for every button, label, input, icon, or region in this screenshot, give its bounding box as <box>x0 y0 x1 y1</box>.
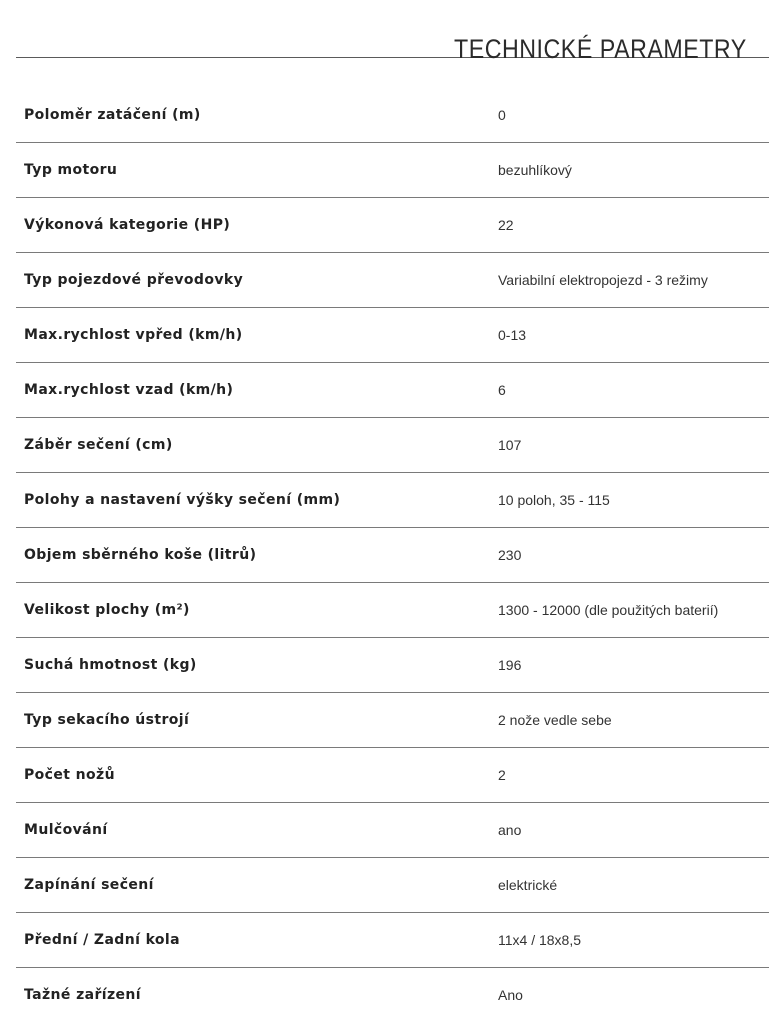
spec-value: 1300 - 12000 (dle použitých baterií) <box>498 602 719 618</box>
spec-label: Záběr sečení (cm) <box>24 437 173 453</box>
spec-value: 22 <box>498 217 514 233</box>
spec-value: 196 <box>498 657 522 673</box>
spec-label: Velikost plochy (m²) <box>24 602 190 618</box>
spec-value: Ano <box>498 987 523 1003</box>
spec-label: Max.rychlost vzad (km/h) <box>24 382 234 398</box>
spec-value: 10 poloh, 35 - 115 <box>498 492 610 508</box>
spec-value: 107 <box>498 437 522 453</box>
spec-value: 11x4 / 18x8,5 <box>498 932 582 948</box>
spec-label: Typ motoru <box>24 162 118 178</box>
spec-label: Suchá hmotnost (kg) <box>24 657 197 673</box>
spec-row <box>16 308 769 363</box>
spec-label: Typ pojezdové převodovky <box>24 272 244 288</box>
spec-value: 6 <box>498 382 506 398</box>
spec-label: Počet nožů <box>24 767 115 783</box>
spec-value: 2 <box>498 767 506 783</box>
spec-row <box>16 143 769 198</box>
spec-row <box>16 418 769 473</box>
spec-row <box>16 693 769 748</box>
spec-value: 230 <box>498 547 522 563</box>
spec-row <box>16 583 769 638</box>
spec-row <box>16 363 769 418</box>
spec-value: Variabilní elektropojezd - 3 režimy <box>498 272 708 288</box>
spec-row <box>16 803 769 858</box>
spec-label: Tažné zařízení <box>24 987 141 1003</box>
spec-row <box>16 748 769 803</box>
spec-row <box>16 638 769 693</box>
spec-label: Objem sběrného koše (litrů) <box>24 547 257 563</box>
spec-label: Max.rychlost vpřed (km/h) <box>24 327 243 343</box>
spec-value: 2 nože vedle sebe <box>498 712 612 728</box>
spec-row <box>16 253 769 308</box>
spec-value: 0-13 <box>498 327 527 343</box>
spec-value: bezuhlíkový <box>498 162 572 178</box>
spec-label: Poloměr zatáčení (m) <box>24 107 201 123</box>
spec-row <box>16 528 769 583</box>
spec-label: Mulčování <box>24 822 108 838</box>
spec-row <box>16 88 769 143</box>
spec-label: Polohy a nastavení výšky sečení (mm) <box>24 492 341 508</box>
spec-label: Typ sekacího ústrojí <box>24 712 190 728</box>
spec-label: Přední / Zadní kola <box>24 932 180 948</box>
spec-table <box>16 88 769 1023</box>
spec-label: Zapínání sečení <box>24 877 154 893</box>
spec-label: Výkonová kategorie (HP) <box>24 217 231 233</box>
section-title: TECHNICKÉ PARAMETRY <box>454 34 747 65</box>
spec-row <box>16 473 769 528</box>
section-header <box>16 0 769 65</box>
spec-value: 0 <box>498 107 506 123</box>
spec-value: ano <box>498 822 522 838</box>
spec-row <box>16 858 769 913</box>
spec-row <box>16 913 769 968</box>
spec-value: elektrické <box>498 877 558 893</box>
spec-row <box>16 198 769 253</box>
